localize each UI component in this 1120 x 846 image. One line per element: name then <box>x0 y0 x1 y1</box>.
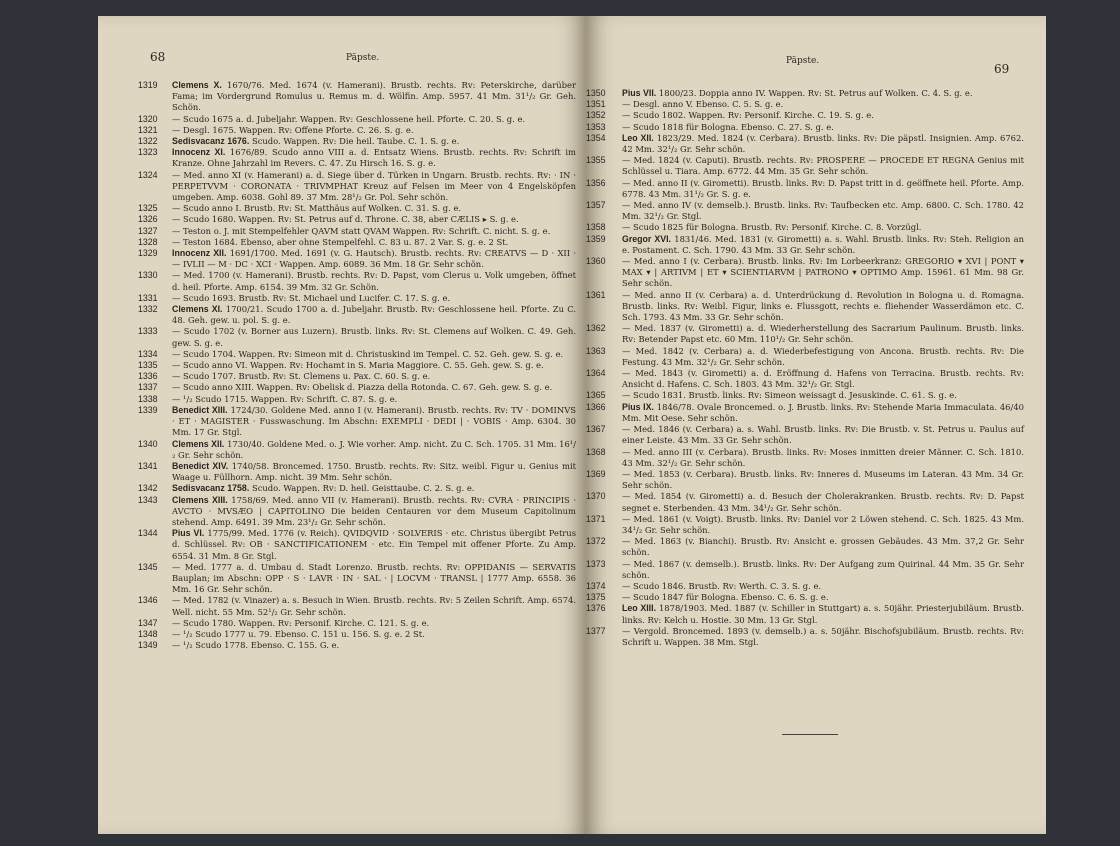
catalog-entry <box>586 110 1024 121</box>
entry-text: 1724/30. Goldene Med. anno I (v. Hamerani). Brustb. rechts. Rv: TV · DOMINVS · ET · MAGISTER · Fusswaschung. Im Abschn: EXEMPLI · DEDI | · VOBIS · Amp. 6304. 30 Mm. 17 Gr. Stgl. <box>172 404 576 438</box>
catalog-entry <box>138 360 576 371</box>
entry-heading: Innocenz XI. <box>172 147 226 158</box>
entry-text: 1676/89. Scudo anno VIII a. d. Entsatz Wiens. Brustb. rechts. Rv: Schrift im Kranze. Ohne Jahrzahl im Revers. C. 47. Zu Hirsch 16. S. g. e. <box>172 147 576 169</box>
entry-number: 1336 <box>138 371 158 382</box>
entry-number: 1356 <box>586 177 606 188</box>
entry-number: 1325 <box>138 203 158 214</box>
entry-number: 1352 <box>586 110 606 121</box>
entry-heading: Leo XII. <box>622 132 654 143</box>
entry-text: — Med. 1861 (v. Voigt). Brustb. links. Rv: Daniel vor 2 Löwen stehend. C. Sch. 1825. 43 Mm. 34¹/₂ Gr. Sehr schön. <box>622 513 1024 535</box>
entry-text: — Med. 1853 (v. Cerbara). Brustb. links. Rv: Inneres d. Museums im Lateran. 43 Mm. 34 Gr. Sehr schön. <box>622 468 1024 491</box>
entry-text: 1800/23. Doppia anno IV. Wappen. Rv: St. Petrus auf Wolken. C. 4. S. g. e. <box>658 88 973 98</box>
entry-heading: Clemens X. <box>172 80 222 90</box>
catalog-entry <box>138 293 576 304</box>
entry-heading: Gregor XVI. <box>622 233 671 244</box>
page-number: 69 <box>994 62 1010 76</box>
entry-number: 1355 <box>586 155 606 166</box>
entry-number: 1377 <box>586 625 606 636</box>
catalog-entry <box>586 491 1024 513</box>
entry-number: 1376 <box>586 603 606 614</box>
catalog-entry <box>586 346 1024 368</box>
entry-text: — Scudo 1702 (v. Borner aus Luzern). Brustb. links. Rv: St. Clemens auf Wolken. C. 49. Geh. gew. S. g. e. <box>172 326 576 348</box>
entry-number: 1367 <box>586 424 606 435</box>
catalog-entry <box>138 382 576 393</box>
entry-text: — Med. 1846 (v. Cerbara) a. s. Wahl. Brustb. links. Rv: Die Brustb. v. St. Petrus u. Paulus auf einer Leiste. 43 Mm. 33 Gr. Sehr schön. <box>622 424 1024 446</box>
left-page <box>98 16 586 834</box>
entry-number: 1329 <box>138 248 158 259</box>
entry-text: — Scudo 1825 für Bologna. Brustb. Rv: Personif. Kirche. C. 8. Vorzügl. <box>622 222 922 233</box>
entry-number: 1375 <box>586 592 606 603</box>
entry-text: — Desgl. 1675. Wappen. Rv: Offene Pforte. C. 26. S. g. e. <box>172 124 414 135</box>
catalog-entry <box>138 439 576 461</box>
entry-number: 1330 <box>138 270 158 281</box>
entry-number: 1345 <box>138 561 158 572</box>
catalog-entry <box>586 222 1024 233</box>
entry-heading: Benedict XIV. <box>172 460 229 471</box>
entry-text: — Med. 1700 (v. Hamerani). Brustb. rechts. Rv: D. Papst, vom Clerus u. Volk umgeben, öffnet d. heil. Pforte. Amp. 6154. 39 Mm. 32 Gr. Schön. <box>172 270 576 292</box>
entry-number: 1371 <box>586 513 606 524</box>
catalog-entry <box>138 270 576 292</box>
entry-text: — Med. 1854 (v. Girometti) a. d. Besuch der Cholerakranken. Brustb. rechts. Rv: D. Papst segnet e. Sterbenden. 43 Mm. 34¹/₂ Gr. Sehr schön. <box>622 491 1024 513</box>
catalog-entry <box>586 402 1024 424</box>
catalog-entry <box>586 581 1024 592</box>
entry-number: 1373 <box>586 558 606 569</box>
catalog-entry <box>138 495 576 529</box>
entry-text: — Med. 1842 (v. Cerbara) a. d. Wiederbefestigung von Ancona. Brustb. rechts. Rv: Die Festung. 43 Mm. 32¹/₂ Gr. Sehr schön. <box>622 345 1024 367</box>
catalog-entry <box>138 248 576 270</box>
entry-heading: Clemens XII. <box>172 438 225 449</box>
entry-text: — Med. 1867 (v. demselb.). Brustb. links. Rv: Der Aufgang zum Quirinal. 44 Mm. 35 Gr. Sehr schön. <box>622 558 1024 580</box>
end-rule <box>782 734 838 735</box>
catalog-entries-right <box>586 88 1024 648</box>
catalog-entry <box>138 405 576 439</box>
entry-number: 1344 <box>138 528 158 539</box>
entry-heading: Leo XIII. <box>622 603 657 614</box>
running-head: Päpste. <box>786 56 820 66</box>
catalog-entry <box>586 424 1024 446</box>
entry-number: 1358 <box>586 222 606 233</box>
entry-text: 1740/58. Broncemed. 1750. Brustb. rechts. Rv: Sitz. weibl. Figur u. Genius mit Waage u. Füllhorn. Amp. nicht. 39 Mm. Sehr schön. <box>172 460 576 483</box>
entry-text: — Med. 1777 a. d. Umbau d. Stadt Lorenzo. Brustb. rechts. Rv: OPPIDANIS — SERVATIS Bauplan; im Abschn: OPP · S · LAVR · IN · SAL · | LOCVM · TRANSL | 1777 Amp. 6558. 36 Mm. 16 Gr. Sehr schön. <box>172 561 576 595</box>
catalog-entry <box>138 125 576 136</box>
entry-heading: Pius VI. <box>172 528 205 539</box>
entry-text: — Scudo anno VI. Wappen. Rv: Hochamt in S. Maria Maggiore. C. 55. Geh. gew. S. g. e. <box>172 360 544 371</box>
entry-text: — Teston 1684. Ebenso, aber ohne Stempelfehl. C. 83 u. 87. 2 Var. S. g. e. 2 St. <box>172 236 509 247</box>
entry-text: — Scudo 1831. Brustb. links. Rv: Simeon weissagt d. Jesuskinde. C. 61. S. g. e. <box>622 390 957 401</box>
entry-number: 1372 <box>586 536 606 547</box>
right-page <box>586 16 1046 834</box>
catalog-entry <box>586 234 1024 256</box>
entry-text: — Desgl. anno V. Ebenso. C. 5. S. g. e. <box>622 99 784 110</box>
catalog-entry <box>586 290 1024 324</box>
entry-number: 1343 <box>138 494 158 505</box>
entry-heading: Pius VII. <box>622 88 657 98</box>
entry-number: 1323 <box>138 147 158 158</box>
entry-number: 1342 <box>138 483 158 494</box>
catalog-entry <box>138 394 576 405</box>
entry-number: 1326 <box>138 214 158 225</box>
entry-number: 1327 <box>138 225 158 236</box>
catalog-entry <box>138 80 576 114</box>
catalog-entry <box>138 136 576 147</box>
catalog-entry <box>138 114 576 125</box>
entry-number: 1346 <box>138 595 158 606</box>
catalog-entry <box>138 629 576 640</box>
entry-text: — Vergold. Broncemed. 1893 (v. demselb.) a. s. 50jähr. Bischofsjubiläum. Brustb. rechts. Rv: Schrift u. Wappen. 38 Mm. Stgl. <box>622 625 1024 647</box>
entry-text: — Scudo 1846. Brustb. Rv: Werth. C. 3. S. g. e. <box>622 580 822 591</box>
catalog-entry <box>138 461 576 483</box>
entry-number: 1332 <box>138 304 158 315</box>
entry-number: 1340 <box>138 438 158 449</box>
catalog-entry <box>586 122 1024 133</box>
entry-text: 1670/76. Med. 1674 (v. Hamerani). Brustb. rechts. Rv: Peterskirche, darüber Fama; im Vordergrund Romulus u. Remus m. d. Wölfin. Amp. 5957. 41 Mm. 31¹/₂ Gr. Geh. Schön. <box>172 80 576 113</box>
entry-text: — Med. 1843 (v. Girometti) a. d. Eröffnung d. Hafens von Terracina. Brustb. rechts. Rv: Ansicht d. Hafens. C. Sch. 1803. 43 Mm. 32¹/₂ Gr. Stgl. <box>622 368 1024 390</box>
entry-number: 1365 <box>586 390 606 401</box>
catalog-entry <box>138 483 576 494</box>
catalog-entry <box>138 170 576 204</box>
entry-heading: Sedisvacanz 1676. <box>172 136 250 147</box>
entry-number: 1366 <box>586 401 606 412</box>
entry-number: 1353 <box>586 121 606 132</box>
entry-number: 1319 <box>138 80 158 90</box>
catalog-entry <box>138 371 576 382</box>
catalog-entry <box>586 603 1024 625</box>
entry-number: 1334 <box>138 348 158 359</box>
entry-text: — Med. anno I (v. Cerbara). Brustb. links. Rv: Im Lorbeerkranz: GREGORIO ▾ XVI | PONT ▾ MAX ▾ | ARTIVM | ET ▾ SCIENTIARVM | PATRONO ▾ OPTIMO Amp. 15961. 61 Mm. 98 Gr. Sehr schön. <box>622 256 1024 289</box>
catalog-entry <box>586 155 1024 177</box>
entry-text: — Scudo 1680. Wappen. Rv: St. Petrus auf d. Throne. C. 38, aber CÆLIS ▸ S. g. e. <box>172 214 519 225</box>
entry-text: 1700/21. Scudo 1700 a. d. Jubeljahr. Brustb. Rv: Geschlossene heil. Pforte. Zu C. 48. Geh. gew. u. pol. S. g. e. <box>172 304 576 326</box>
catalog-entry <box>586 368 1024 390</box>
catalog-entry <box>138 618 576 629</box>
catalog-entry <box>586 469 1024 491</box>
catalog-entry <box>138 349 576 360</box>
entry-number: 1359 <box>586 233 606 244</box>
entry-text: 1878/1903. Med. 1887 (v. Schiller in Stuttgart) a. s. 50jähr. Priesterjubiläum. Brustb. links. Rv: Kelch u. Hostie. 30 Mm. 13 Gr. Stgl. <box>622 603 1024 625</box>
catalog-entry <box>586 536 1024 558</box>
entry-text: — Med. anno II (v. Girometti). Brustb. links. Rv: D. Papst tritt in d. geöffnete heil. Pforte. Amp. 6778. 43 Mm. 31¹/₂ Gr. S. g. e. <box>622 177 1024 199</box>
entry-number: 1328 <box>138 236 158 247</box>
catalog-entry <box>586 390 1024 401</box>
entry-text: — Scudo anno I. Brustb. Rv: St. Matthäus auf Wolken. C. 31. S. g. e. <box>172 203 462 214</box>
catalog-entries-left <box>138 80 576 651</box>
entry-heading: Innocenz XII. <box>172 248 227 259</box>
catalog-entry <box>138 147 576 169</box>
entry-text: — Med. 1837 (v. Girometti) a. d. Wiederherstellung des Sacrarium Paulinum. Brustb. links. Rv: Betender Papst etc. 60 Mm. 110¹/₂ Gr. Sehr schön. <box>622 323 1024 345</box>
catalog-entry <box>138 562 576 596</box>
entry-number: 1347 <box>138 617 158 628</box>
entry-heading: Benedict XIII. <box>172 404 228 415</box>
catalog-entry <box>586 447 1024 469</box>
entry-text: — Scudo 1802. Wappen. Rv: Personif. Kirche. C. 19. S. g. e. <box>622 110 874 121</box>
entry-text: — Med. 1824 (v. Caputi). Brustb. rechts. Rv: PROSPERE — PROCEDE ET REGNA Genius mit Schlüssel u. Tiara. Amp. 6772. 44 Mm. 35 Gr. Sehr schön. <box>622 155 1024 177</box>
entry-number: 1348 <box>138 628 158 639</box>
entry-number: 1357 <box>586 200 606 211</box>
entry-text: 1730/40. Goldene Med. o. J. Wie vorher. Amp. nicht. Zu C. Sch. 1705. 31 Mm. 16¹/₂ Gr. Sehr schön. <box>172 438 576 460</box>
entry-number: 1331 <box>138 292 158 303</box>
entry-number: 1333 <box>138 326 158 337</box>
entry-number: 1338 <box>138 393 158 404</box>
entry-text: — Med. anno II (v. Cerbara) a. d. Unterdrückung d. Revolution in Bologna u. d. Romagna. Brustb. links. Rv: Weibl. Figur, links e. Flussgott, rechts e. fliehender Wasserdämon etc. C. Sch. 1793. 43 Mm. 33 Gr. Sehr schön. <box>622 289 1024 323</box>
entry-number: 1363 <box>586 345 606 356</box>
catalog-entry <box>586 88 1024 99</box>
entry-number: 1362 <box>586 323 606 334</box>
entry-text: — Med. 1863 (v. Bianchi). Brustb. Rv: Ansicht e. grossen Gebäudes. 43 Mm. 37,2 Gr. Sehr schön. <box>622 536 1024 558</box>
catalog-entry <box>586 592 1024 603</box>
entry-text: 1691/1700. Med. 1691 (v. G. Hautsch). Brustb. rechts. Rv: CREATVS — D · XII · — IVLII — M · DC · XCI · Wappen. Amp. 6089. 36 Mm. 18 Gr. Sehr schön. <box>172 248 576 270</box>
entry-number: 1320 <box>138 113 158 124</box>
entry-number: 1369 <box>586 468 606 479</box>
catalog-entry <box>586 514 1024 536</box>
catalog-entry <box>138 226 576 237</box>
entry-heading: Sedisvacanz 1758. <box>172 483 250 494</box>
entry-text: 1846/78. Ovale Broncemed. o. J. Brustb. links. Rv: Stehende Maria Immaculata. 46/40 Mm. Mit Oese. Sehr schön. <box>622 401 1024 423</box>
entry-number: 1337 <box>138 382 158 393</box>
entry-text: Scudo. Wappen. Rv: Die heil. Taube. C. 1. S. g. e. <box>251 136 460 147</box>
entry-number: 1349 <box>138 640 158 651</box>
entry-number: 1370 <box>586 491 606 502</box>
catalog-entry <box>586 178 1024 200</box>
entry-text: — Scudo 1675 a. d. Jubeljahr. Wappen. Rv: Geschlossene heil. Pforte. C. 20. S. g. e. <box>172 113 526 124</box>
entry-text: — Med. anno XI (v. Hamerani) a. d. Siege über d. Türken in Ungarn. Brustb. rechts. Rv: · IN · PERPETVVM · CORONATA · TRIVMPHAT Kreuz auf Felsen im Meer von 4 Engelsköpfen umgeben. Amp. 6038. Gohl 89. 37 Mm. 28¹/₂ Gr. Pol. Sehr schön. <box>172 169 576 203</box>
entry-text: — Scudo anno XIII. Wappen. Rv: Obelisk d. Piazza della Rotonda. C. 67. Geh. gew. S. g. e. <box>172 382 553 393</box>
entry-number: 1374 <box>586 580 606 591</box>
entry-text: 1758/69. Med. anno VII (v. Hamerani). Brustb. rechts. Rv: CVRA · PRINCIPIS · AVCTO · MVSÆO | CAPITOLINO Die beiden Centauren vor dem Museum Capitolinum stehend. Amp. 6491. 39 Mm. 23¹/₂ Gr. Sehr schön. <box>172 494 576 527</box>
entry-heading: Clemens XIII. <box>172 494 228 505</box>
entry-text: — ¹/₂ Scudo 1715. Wappen. Rv: Schrift. C. 87. S. g. e. <box>172 393 398 404</box>
entry-heading: Clemens XI. <box>172 304 223 315</box>
entry-text: — ¹/₂ Scudo 1778. Ebenso. C. 155. G. e. <box>172 640 340 651</box>
entry-number: 1324 <box>138 169 158 180</box>
entry-text: — Scudo 1818 für Bologna. Ebenso. C. 27. S. g. e. <box>622 121 834 132</box>
entry-number: 1364 <box>586 368 606 379</box>
entry-text: — Med. anno IV (v. demselb.). Brustb. links. Rv: Taufbecken etc. Amp. 6800. C. Sch. 1780. 42 Mm. 32¹/₂ Gr. Stgl. <box>622 200 1024 222</box>
entry-number: 1322 <box>138 136 158 147</box>
catalog-entry <box>138 595 576 617</box>
catalog-entry <box>586 200 1024 222</box>
entry-text: — Teston o. J. mit Stempelfehler QAVM statt QVAM Wappen. Rv: Schrift. C. nicht. S. g. e. <box>172 225 551 236</box>
catalog-entry <box>138 528 576 562</box>
entry-text: Scudo. Wappen. Rv: D. heil. Geisttaube. C. 2. S. g. e. <box>251 483 475 494</box>
catalog-entry <box>586 99 1024 110</box>
entry-text: 1775/99. Med. 1776 (v. Reich). QVIDQVID · SOLVERIS · etc. Christus übergibt Petrus d. Schlüssel. Rv: OB · SANCTIFICATIONEM · etc. Ein Tempel mit offener Pforte. Zu Amp. 6554. 31 Mm. 8 Gr. Stgl. <box>172 528 577 561</box>
entry-number: 1351 <box>586 99 606 110</box>
catalog-entry <box>586 559 1024 581</box>
catalog-entry <box>586 323 1024 345</box>
entry-number: 1350 <box>586 88 606 98</box>
entry-text: 1831/46. Med. 1831 (v. Girometti) a. s. Wahl. Brustb. links. Rv: Steh. Religion an e. Postament. C. Sch. 1790. 43 Mm. 33 Gr. Sehr schön. <box>622 233 1024 255</box>
entry-text: — Med. 1782 (v. Vinazer) a. s. Besuch in Wien. Brustb. rechts. Rv: 5 Zeilen Schrift. Amp. 6574. Well. nicht. 55 Mm. 52¹/₂ Gr. Sehr schön. <box>172 595 576 617</box>
entry-heading: Pius IX. <box>622 401 654 412</box>
page-number: 68 <box>150 50 166 64</box>
catalog-entry <box>138 237 576 248</box>
entry-number: 1361 <box>586 289 606 300</box>
catalog-entry <box>138 304 576 326</box>
entry-text: — ¹/₂ Scudo 1777 u. 79. Ebenso. C. 151 u. 156. S. g. e. 2 St. <box>172 628 425 639</box>
running-head: Päpste. <box>346 53 380 63</box>
entry-number: 1360 <box>586 256 606 267</box>
catalog-entry <box>586 256 1024 290</box>
entry-number: 1354 <box>586 132 606 143</box>
catalog-entry <box>138 640 576 651</box>
catalog-entry <box>138 326 576 348</box>
entry-number: 1339 <box>138 404 158 415</box>
entry-number: 1335 <box>138 360 158 371</box>
entry-number: 1321 <box>138 124 158 135</box>
entry-text: — Scudo 1704. Wappen. Rv: Simeon mit d. Christuskind im Tempel. C. 52. Geh. gew. S. g. e. <box>172 348 564 359</box>
entry-text: — Scudo 1780. Wappen. Rv: Personif. Kirche. C. 121. S. g. e. <box>172 617 430 628</box>
entry-text: — Scudo 1707. Brustb. Rv: St. Clemens u. Pax. C. 60. S. g. e. <box>172 371 431 382</box>
entry-number: 1368 <box>586 446 606 457</box>
entry-text: — Scudo 1693. Brustb. Rv: St. Michael und Lucifer. C. 17. S. g. e. <box>172 292 451 303</box>
catalog-entry <box>138 203 576 214</box>
catalog-entry <box>138 214 576 225</box>
entry-number: 1341 <box>138 460 158 471</box>
entry-text: — Scudo 1847 für Bologna. Ebenso. C. 6. S. g. e. <box>622 592 829 603</box>
entry-text: 1823/29. Med. 1824 (v. Cerbara). Brustb. links. Rv: Die päpstl. Insignien. Amp. 6762. 42 Mm. 32¹/₂ Gr. Sehr schön. <box>622 132 1024 155</box>
catalog-entry <box>586 133 1024 155</box>
entry-text: — Med. anno III (v. Cerbara). Brustb. links. Rv: Moses inmitten dreier Männer. C. Sch. 1810. 43 Mm. 32¹/₂ Gr. Sehr schön. <box>622 446 1024 468</box>
catalog-entry <box>586 626 1024 648</box>
